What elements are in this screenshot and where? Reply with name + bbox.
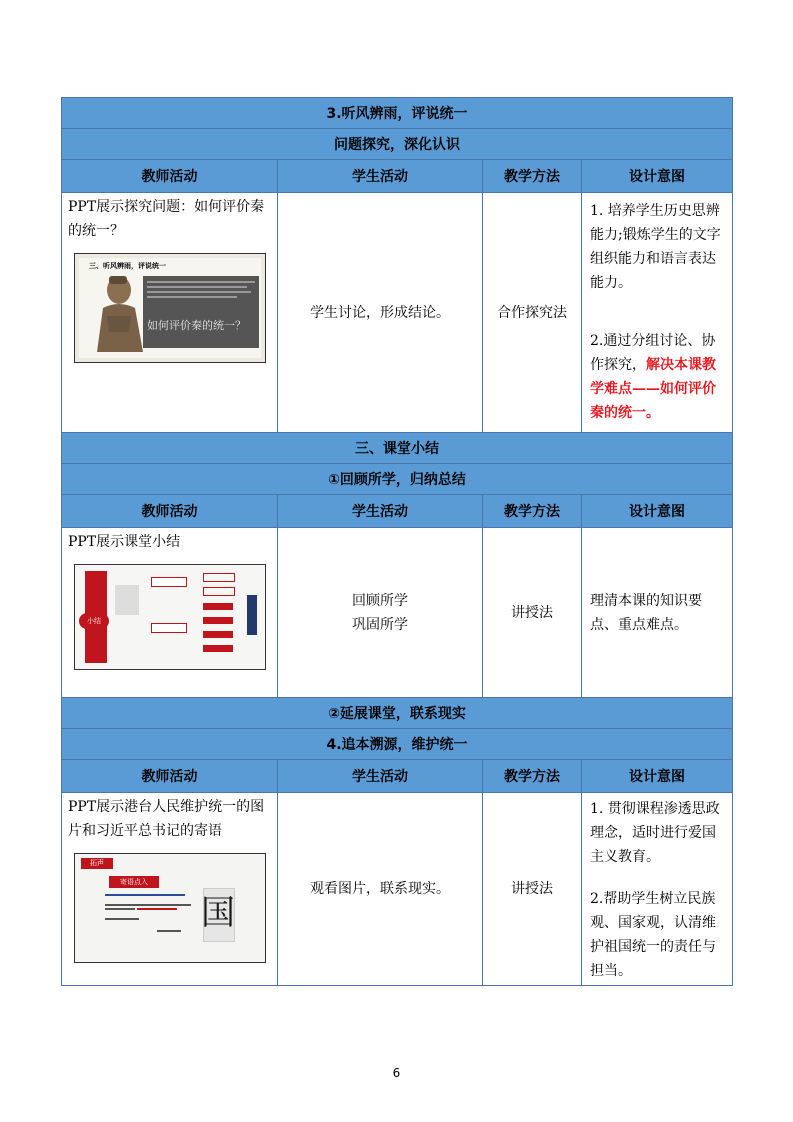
col-student-header: 学生活动 bbox=[278, 160, 483, 193]
col-method-header: 教学方法 bbox=[483, 760, 582, 793]
teacher-activity-cell bbox=[62, 193, 278, 433]
design-point-1: 1. 培养学生历史思辨能力;锻炼学生的文字组织能力和语言表达能力。 bbox=[590, 203, 721, 291]
student-activity-cell: 观看图片，联系现实。 bbox=[278, 793, 483, 986]
ppt-thumbnail-extension bbox=[74, 853, 266, 963]
method-cell: 讲授法 bbox=[483, 528, 582, 698]
student-activity-cell: 学生讨论，形成结论。 bbox=[278, 193, 483, 433]
teacher-activity-text: PPT展示课堂小结 bbox=[68, 534, 181, 550]
col-student-header: 学生活动 bbox=[278, 495, 483, 528]
slide-heading: 寄语点入 bbox=[109, 876, 159, 888]
design-point-2: 2.通过分组讨论、协作探究，解决本课教学难点——如何评价秦的统一。 bbox=[590, 333, 716, 421]
slide-guo-character: 国 bbox=[201, 893, 235, 933]
method-cell: 合作探究法 bbox=[483, 193, 582, 433]
teacher-activity-text: PPT展示探究问题：如何评价秦的统一？ bbox=[68, 199, 265, 239]
extension-title: ②延展课堂，联系现实 bbox=[62, 698, 733, 729]
section-subtitle: 问题探究，深化认识 bbox=[62, 129, 733, 160]
col-design-header: 设计意图 bbox=[582, 495, 733, 528]
design-point-1: 1. 贯彻课程渗透思政理念，适时进行爱国主义教育。 bbox=[590, 801, 720, 865]
design-intent-cell bbox=[582, 193, 733, 433]
summary-title: 三、课堂小结 bbox=[62, 433, 733, 464]
col-teacher-header: 教师活动 bbox=[62, 495, 278, 528]
teacher-activity-cell bbox=[62, 793, 278, 986]
slide-heading: 三、听风辨雨，评说统一 bbox=[89, 262, 166, 270]
lesson-plan-table bbox=[61, 97, 733, 986]
teacher-activity-cell bbox=[62, 528, 278, 698]
design-point-2: 2.帮助学生树立民族观、国家观，认清维护祖国统一的责任与担当。 bbox=[590, 891, 716, 979]
section-title: 3.听风辨雨，评说统一 bbox=[62, 98, 733, 129]
col-method-header: 教学方法 bbox=[483, 495, 582, 528]
design-intent-cell bbox=[582, 793, 733, 986]
page-number: 6 bbox=[392, 1066, 401, 1080]
terracotta-warrior-icon bbox=[89, 272, 147, 352]
student-activity-line-2: 巩固所学 bbox=[352, 616, 408, 633]
col-method-header: 教学方法 bbox=[483, 160, 582, 193]
col-teacher-header: 教师活动 bbox=[62, 160, 278, 193]
student-activity-cell bbox=[278, 528, 483, 698]
method-cell: 讲授法 bbox=[483, 793, 582, 986]
extension-subtitle: 4.追本溯源，维护统一 bbox=[62, 729, 733, 760]
slide-question: 如何评价秦的统一？ bbox=[147, 319, 246, 332]
student-activity-line-1: 回顾所学 bbox=[352, 592, 408, 609]
ppt-thumbnail-summary bbox=[74, 564, 266, 670]
summary-subtitle: ①回顾所学，归纳总结 bbox=[62, 464, 733, 495]
slide-summary-label: 小结 bbox=[79, 613, 109, 629]
design-point: 理清本课的知识要点、重点难点。 bbox=[590, 592, 702, 633]
teacher-activity-text: PPT展示港台人民维护统一的图片和习近平总书记的寄语 bbox=[68, 799, 265, 839]
col-student-header: 学生活动 bbox=[278, 760, 483, 793]
slide-tag: 拓声 bbox=[81, 858, 113, 869]
ppt-thumbnail-question bbox=[74, 253, 266, 363]
col-design-header: 设计意图 bbox=[582, 160, 733, 193]
col-teacher-header: 教师活动 bbox=[62, 760, 278, 793]
col-design-header: 设计意图 bbox=[582, 760, 733, 793]
design-highlight: 解决本课教学难点——如何评价秦的统一。 bbox=[590, 357, 716, 421]
design-intent-cell bbox=[582, 528, 733, 698]
